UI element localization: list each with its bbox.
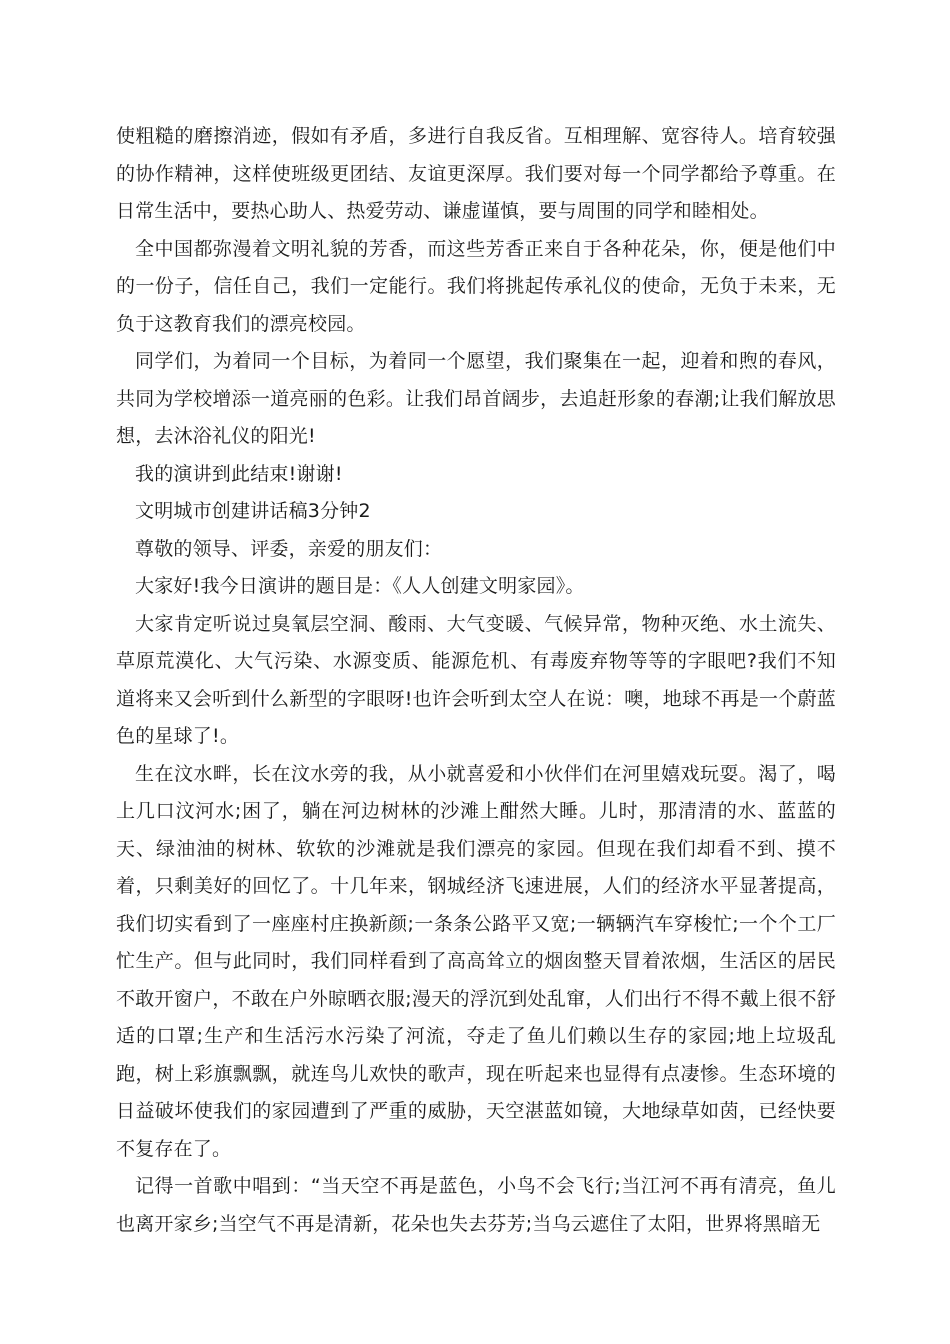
- paragraph: 生在汶水畔，长在汶水旁的我，从小就喜爱和小伙伴们在河里嬉戏玩耍。渴了，喝上几口汶河水;困了，躺在河边树林的沙滩上酣然大睡。儿时，那清清的水、蓝蓝的天、绿油油的树林、软软的沙滩就是我们漂亮的家园。但现在我们却看不到、摸不着，只剩美好的回忆了。十几年来，钢城经济飞速进展，人们的经济水平显著提高，我们切实看到了一座座村庄换新颜;一条条公路平又宽;一辆辆汽车穿梭忙;一个个工厂忙生产。但与此同时，我们同样看到了高高耸立的烟囱整天冒着浓烟，生活区的居民不敢开窗户，不敢在户外晾晒衣服;漫天的浮沉到处乱窜，人们出行不得不戴上很不舒适的口罩;生产和生活污水污染了河流，夺走了鱼儿们赖以生存的家园;地上垃圾乱跑，树上彩旗飘飘，就连鸟儿欢快的歌声，现在听起来也显得有点凄惨。生态环境的日益破坏使我们的家园遭到了严重的威胁，天空湛蓝如镜，大地绿草如茵，已经快要不复存在了。: [116, 762, 836, 1160]
- paragraph: 大家肯定听说过臭氧层空洞、酸雨、大气变暖、气候异常，物种灭绝、水土流失、草原荒漠化、大气污染、水源变质、能源危机、有毒废弃物等等的字眼吧?我们不知道将来又会听到什么新型的字眼呀!也许会听到太空人在说：噢，地球不再是一个蔚蓝色的星球了!。: [116, 612, 836, 747]
- paragraph-greeting: 大家好!我今日演讲的题目是：《人人创建文明家园》。: [135, 575, 585, 597]
- salutation: 尊敬的领导、评委，亲爱的朋友们：: [135, 537, 443, 560]
- paragraph: 同学们，为着同一个目标，为着同一个愿望，我们聚集在一起，迎着和煦的春风，共同为学校增添一道亮丽的色彩。让我们昂首阔步，去追赶形象的春潮;让我们解放思想，去沐浴礼仪的阳光!: [116, 350, 836, 447]
- paragraph: 记得一首歌中唱到：“当天空不再是蓝色，小鸟不会飞行;当江河不再有清亮，鱼儿也离开家乡;当空气不再是清新，花朵也失去芬芳;当乌云遮住了太阳，世界将黑暗无: [116, 1175, 836, 1235]
- paragraph: 全中国都弥漫着文明礼貌的芳香，而这些芳香正来自于各种花朵，你，便是他们中的一份子，信任自己，我们一定能行。我们将挑起传承礼仪的使命，无负于未来，无负于这教育我们的漂亮校园。: [116, 237, 836, 335]
- paragraph-closing: 我的演讲到此结束!谢谢!: [135, 462, 343, 485]
- document-body: [116, 118, 836, 1243]
- section-title: 文明城市创建讲话稿3分钟2: [135, 500, 371, 522]
- paragraph-continuation: 使粗糙的磨擦消迹，假如有矛盾，多进行自我反省。互相理解、宽容待人。培育较强的协作精神，这样使班级更团结、友谊更深厚。我们要对每一个同学都给予尊重。在日常生活中，要热心助人、热爱劳动、谦虚谨慎，要与周围的同学和睦相处。: [116, 125, 836, 222]
